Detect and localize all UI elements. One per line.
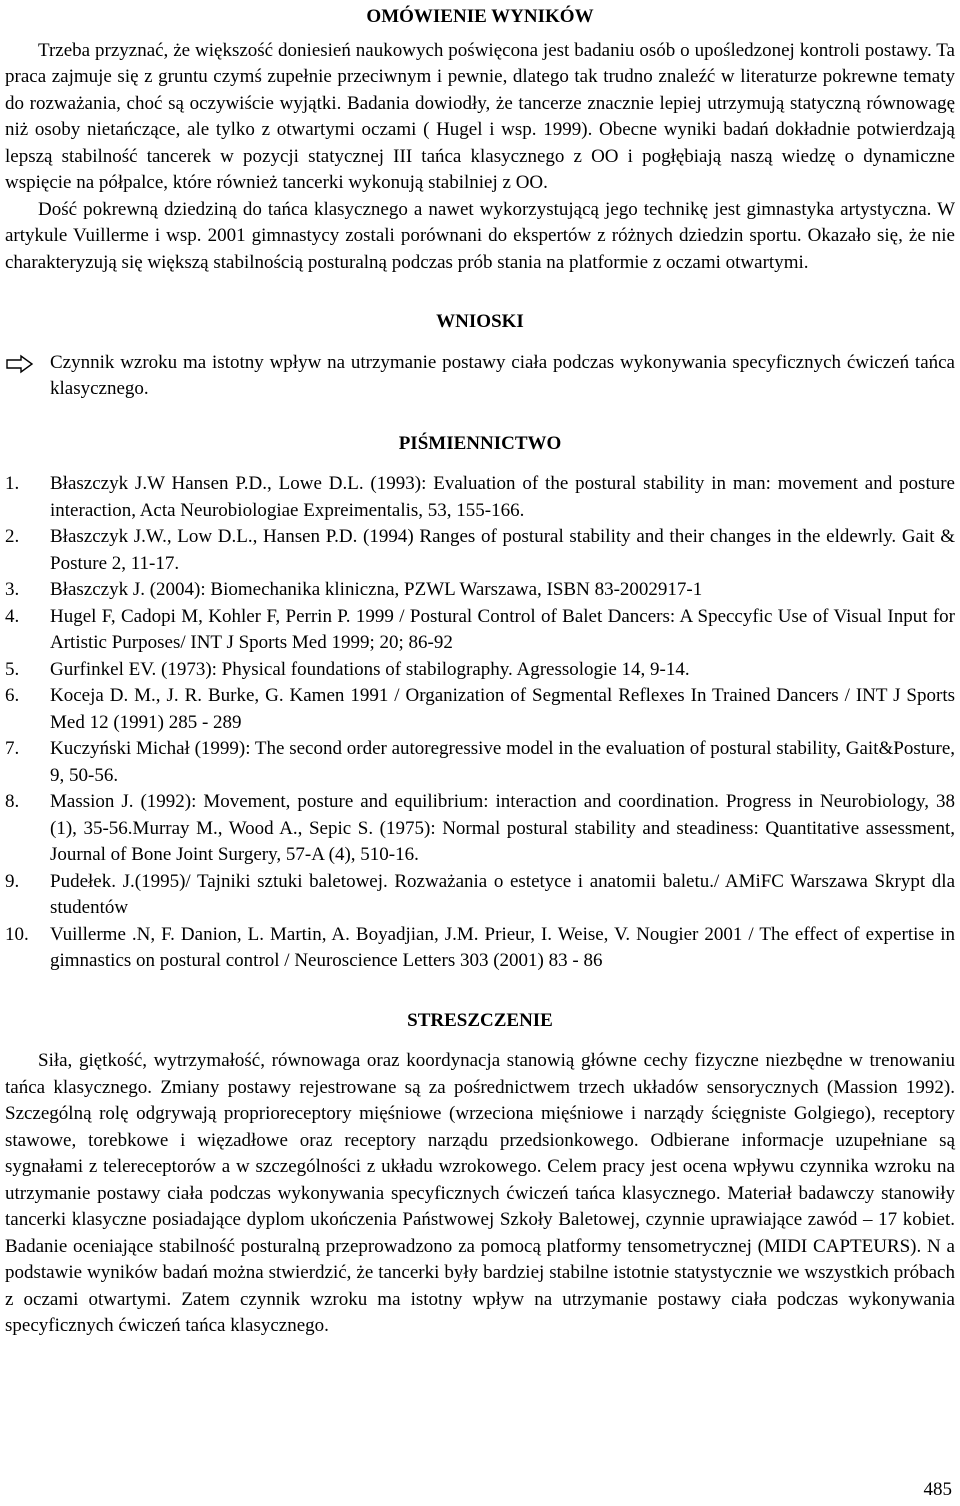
page-number: 485 [923,1479,952,1500]
reference-item [5,736,955,789]
reference-number: 3. [5,579,20,600]
reference-item [5,657,955,684]
reference-number: 4. [5,605,20,627]
reference-number: 9. [5,870,20,892]
reference-text: Massion J. (1992): Movement, posture and equilibrium: interaction and coordination. Progress in Neurobiology, 38 (1), 35-56.Murray M., Wood A., Sepic S. (1975): Normal postural stability and steadiness: Quantitative assessment, Journal of Bone Joint Surgery, 57-A (4), 510-16. [50,791,955,865]
reference-text: Koceja D. M., J. R. Burke, G. Kamen 1991 / Organization of Segmental Reflexes In Trained Dancers / INT J Sports Med 12 (1991) 285 - 289 [50,685,955,733]
results-paragraph-1: Trzeba przyznać, że większość doniesień naukowych poświęcona jest badaniu osób o upośledzonej kontroli postawy. Ta praca zajmuje się z gruntu czymś zupełnie przeciwnym i pewnie, dlatego tak trudno znaleźć w literaturze pokrewne tematy do rozważania, choć są oczywiście wyjątki. Badania dowiodły, że tancerze znacznie lepiej utrzymują statyczną równowagę niż osoby nietańczące, ale tylko z otwartymi oczami ( Hugel i wsp. 1999). Obecne wyniki badań dokładnie potwierdzają lepszą stabilność tancerek w pozycji statycznej III tańca klasycznego z OO i pogłębiają naszą wiedzę o dynamiczne wspięcie na półpalce, które również tancerki wykonują stabilniej z OO. [5,39,955,193]
reference-text: Błaszczyk J.W., Low D.L., Hansen P.D. (1994) Ranges of postural stability and their changes in the eldewrly. Gait & Posture 2, 11-17. [50,526,955,574]
conclusion-text: Czynnik wzroku ma istotny wpływ na utrzymanie postawy ciała podczas wykonywania specyficznych ćwiczeń tańca klasycznego. [50,351,955,399]
reference-text: Kuczyński Michał (1999): The second order autoregressive model in the evaluation of postural stability, Gait&Posture, 9, 50-56. [50,738,955,786]
page-content [5,0,955,1340]
reference-number: 6. [5,685,20,706]
references-heading: PIŚMIENNICTWO [398,432,562,454]
reference-item [5,789,955,869]
reference-text: Gurfinkel EV. (1973): Physical foundations of stabilography. Agressologie 14, 9-14. [50,658,690,680]
summary-heading: STRESZCZENIE [407,1009,553,1031]
results-paragraph-2: Dość pokrewną dziedziną do tańca klasycznego a nawet wykorzystującą jego technikę jest gimnastyka artystyczna. W artykule Vuillerme i wsp. 2001 gimnastycy zostali porównani do ekspertów z różnych dziedzin sportu. Okazało się, że nie charakteryzują się większą stabilnością posturalną podczas prób stania na platformie z oczami otwartymi. [5,198,955,273]
reference-item [5,683,955,736]
reference-text: Hugel F, Cadopi M, Kohler F, Perrin P. 1999 / Postural Control of Balet Dancers: A Speccyfic Use of Visual Input for Artistic Purposes/ INT J Sports Med 1999; 20; 86-92 [50,605,955,653]
reference-item [5,524,955,577]
reference-item [5,577,955,604]
reference-number: 5. [5,658,20,680]
reference-text: Błaszczyk J. (2004): Biomechanika kliniczna, PZWL Warszawa, ISBN 83-2002917-1 [50,579,703,600]
reference-number: 8. [5,791,20,812]
reference-item [5,922,955,975]
reference-text: Błaszczyk J.W Hansen P.D., Lowe D.L. (1993): Evaluation of the postural stability in man: movement and posture interaction, Acta Neurobiologiae Expreimentalis, 53, 155-166. [50,473,955,521]
results-heading: OMÓWIENIE WYNIKÓW [366,6,594,27]
reference-number: 1. [5,473,20,494]
reference-number: 7. [5,738,20,759]
reference-text: Pudełek. J.(1995)/ Tajniki sztuki baletowej. Rozważania o estetyce i anatomii baletu./ AMiFC Warszawa Skrypt dla studentów [50,870,955,918]
conclusions-heading: WNIOSKI [436,311,524,332]
reference-item [5,869,955,922]
reference-number: 10. [5,923,29,945]
reference-item [5,471,955,524]
reference-number: 2. [5,526,20,547]
conclusion-item [5,350,955,403]
reference-text: Vuillerme .N, F. Danion, L. Martin, A. Boyadjian, J.M. Prieur, I. Weise, V. Nougier 2001 / The effect of expertise in gimnastics on postural control / Neuroscience Letters 303 (2001) 83 - 86 [50,923,955,971]
hollow-right-arrow-icon [5,350,50,403]
summary-paragraph: Siła, giętkość, wytrzymałość, równowaga oraz koordynacja stanowią główne cechy fizyczne niezbędne w trenowaniu tańca klasycznego. Zmiany postawy rejestrowane są za pośrednictwem trzech układów sensorycznych (Massion 1992). Szczególną rolę odgrywają proprioreceptory mięśniowe (wrzeciona mięśniowe i narządy ścięgniste Golgiego), receptory stawowe, torebkowe i więzadłowe oraz receptory narządu przedsionkowego. Odbierane informacje uzupełniane są sygnałami z telereceptorów a w szczególności z układu wzrokowego. Celem pracy jest ocena wpływu czynnika wzroku na utrzymanie postawy ciała podczas wykonywania specyficznych ćwiczeń tańca klasycznego. Materiał badawczy stanowiły tancerki klasyczne posiadające dyplom ukończenia Państwowej Szkoły Baletowej, czynnie uprawiające zawód – 17 kobiet. Badanie oceniające stabilność posturalną przeprowadzono za pomocą platformy tensometrycznej (MIDI CAPTEURS). N a podstawie wyników badań można stwierdzić, że tancerki były bardziej stabilne istotnie statystycznie we wszystkich próbach z oczami otwartymi. Zatem czynnik wzroku ma istotny wpływ na utrzymanie postawy ciała podczas wykonywania specyficznych ćwiczeń tańca klasycznego. [5,1050,955,1336]
references-list [5,471,955,975]
reference-item [5,604,955,657]
